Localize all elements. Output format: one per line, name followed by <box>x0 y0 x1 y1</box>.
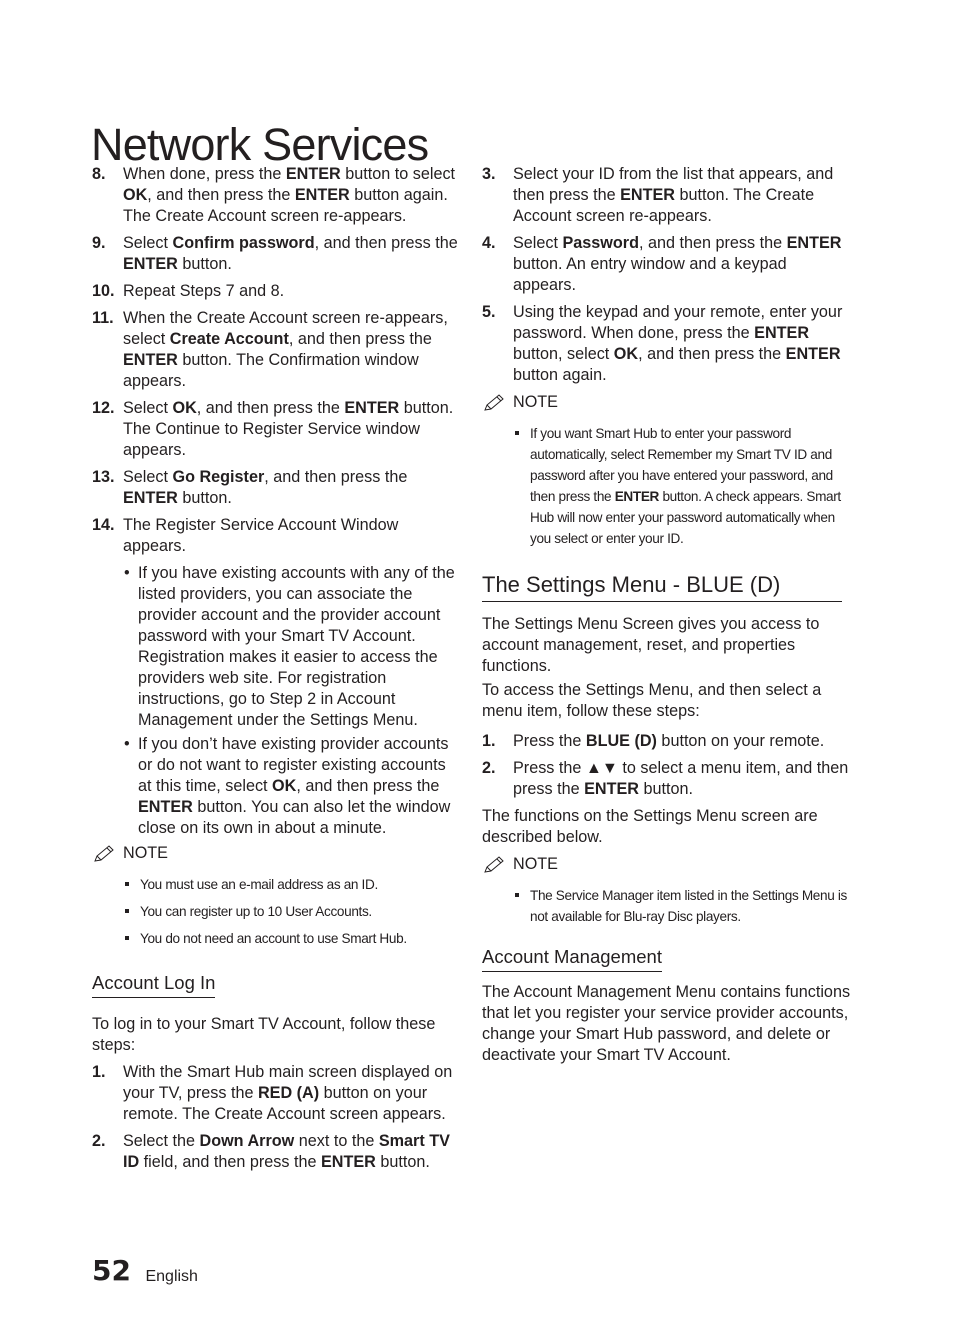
note-heading <box>92 843 462 864</box>
bullet-item <box>123 563 462 731</box>
note-text: You do not need an account to use Smart Hub. <box>140 931 407 946</box>
text-run: button. The Continue to Register Service window appears. <box>123 399 454 459</box>
text-run: button. A check appears. Smart Hub will now enter your password automatically when you select or enter your ID. <box>530 489 841 546</box>
note-item <box>92 928 462 949</box>
account-log-in-heading: Account Log In <box>92 971 215 998</box>
step-14-bullets <box>123 563 462 839</box>
text-run: button to select <box>340 165 456 183</box>
text-run: button. <box>638 780 693 798</box>
pencil-icon <box>92 844 116 864</box>
step-text <box>123 1131 462 1173</box>
step-item <box>92 1062 462 1125</box>
account-management-heading: Account Management <box>482 945 662 972</box>
keyword: ENTER <box>344 399 400 417</box>
step-item <box>92 515 462 557</box>
settings-intro-2: To access the Settings Menu, and then select a menu item, follow these steps: <box>482 681 822 720</box>
bullet-dot-icon: • <box>124 564 130 582</box>
step-item <box>92 1131 462 1173</box>
text-run: Press the <box>513 759 586 777</box>
bullet-text <box>138 564 455 729</box>
note-label: NOTE <box>123 844 168 862</box>
text-run: Select <box>513 234 563 252</box>
keyword: ENTER <box>614 489 660 504</box>
step-number: 13. <box>92 468 115 486</box>
text-run: Select your ID from the list that appears, and then press the <box>513 165 834 204</box>
square-bullet-icon <box>515 893 519 897</box>
note-list <box>482 885 852 927</box>
keyword: ENTER <box>123 489 178 507</box>
keyword: ENTER <box>123 255 178 273</box>
text-run: If you have existing accounts with any of the listed providers, you can associate the provider account and the provider account password with your Smart TV Account. Registration makes it easier to access the providers web site. For registration instructions, go to Step 2 in Account Management under the Settings Menu. <box>138 564 455 729</box>
step-text <box>123 281 462 302</box>
page-footer <box>92 1253 198 1293</box>
text-run: Select the <box>123 1132 200 1150</box>
note-text: You can register up to 10 User Accounts. <box>140 904 372 919</box>
text-run: next to the <box>294 1132 379 1150</box>
text-run: button. <box>375 1153 430 1171</box>
text-run: , and then press the <box>264 468 408 486</box>
keyword: ENTER <box>786 234 842 252</box>
left-column <box>92 164 462 1179</box>
step-text <box>513 731 852 752</box>
step-number: 4. <box>482 234 496 252</box>
note-heading <box>482 392 852 413</box>
step-item <box>482 758 852 800</box>
settings-steps <box>482 731 852 800</box>
step-item <box>92 467 462 509</box>
bullet-dot-icon: • <box>124 735 130 753</box>
settings-menu-heading: The Settings Menu - BLUE (D) <box>482 571 842 602</box>
text-run: , and then press the <box>314 234 458 252</box>
note-text <box>530 426 841 546</box>
keyword: ▲▼ <box>585 759 618 777</box>
text-run: Repeat Steps 7 and 8. <box>123 282 285 300</box>
account-management-text: The Account Management Menu contains functions that let you register your service provider accounts, change your Smart Hub password, and delete or deactivate your Smart TV Account. <box>482 983 851 1064</box>
step-number: 1. <box>92 1063 106 1081</box>
step-text <box>123 1062 462 1125</box>
step-text <box>513 233 852 296</box>
keyword: Down Arrow <box>199 1132 295 1150</box>
keyword: ENTER <box>785 345 841 363</box>
keyword: OK <box>272 777 297 795</box>
keyword: ENTER <box>138 798 193 816</box>
step-text <box>513 758 852 800</box>
step-text <box>123 515 462 557</box>
step-number: 10. <box>92 282 115 300</box>
keyword: ENTER <box>320 1153 376 1171</box>
text-run: Press the <box>513 732 586 750</box>
text-run: button on your remote. The Create Account screen appears. <box>123 1084 446 1123</box>
keyword: Create Account <box>169 330 289 348</box>
text-run: Select <box>123 399 173 417</box>
text-run: , and then press the <box>196 399 345 417</box>
keyword: ENTER <box>620 186 675 204</box>
bullet-text <box>138 735 450 837</box>
text-run: Using the keypad and your remote, enter your password. When done, press the <box>513 303 843 342</box>
text-run: If you don’t have existing provider accounts or do not want to register existing accounts at this time, select <box>138 735 449 795</box>
text-run: button on your remote. <box>656 732 825 750</box>
account-log-in-steps <box>92 1062 462 1173</box>
note-item <box>482 885 852 927</box>
note-list <box>92 874 462 949</box>
keyword: Smart TV ID <box>123 1132 450 1171</box>
text-run: button again. The Create Account screen re-appears. <box>123 186 448 225</box>
step-item <box>482 302 852 386</box>
step-item <box>92 398 462 461</box>
text-run: When the Create Account screen re-appears, select <box>123 309 448 348</box>
keyword: Go Register <box>172 468 265 486</box>
note-list <box>482 423 852 549</box>
text-run: button. <box>177 489 232 507</box>
page-language: English <box>145 1268 198 1285</box>
settings-outro: The functions on the Settings Menu screen are described below. <box>482 807 818 846</box>
settings-intro-1: The Settings Menu Screen gives you access to account management, reset, and properties functions. <box>482 615 820 675</box>
step-number: 8. <box>92 165 106 183</box>
step-item <box>482 233 852 296</box>
right-column <box>482 164 852 1069</box>
note-item <box>92 901 462 922</box>
keyword: BLUE (D) <box>585 732 657 750</box>
page-title: Network Services <box>91 119 429 171</box>
text-run: Select <box>123 468 173 486</box>
square-bullet-icon <box>125 882 129 886</box>
text-run: button. The Confirmation window appears. <box>123 351 419 390</box>
keyword: ENTER <box>584 780 639 798</box>
text-run: , and then press the <box>288 330 432 348</box>
step-number: 11. <box>92 309 114 327</box>
keyword: RED (A) <box>257 1084 320 1102</box>
step-item <box>92 308 462 392</box>
step-number: 9. <box>92 234 106 252</box>
text-run: button. You can also let the window close on its own in about a minute. <box>138 798 451 837</box>
text-run: button. The Create Account screen re-appears. <box>513 186 815 225</box>
step-item <box>92 164 462 227</box>
step-text <box>513 164 852 227</box>
pencil-icon <box>482 855 506 875</box>
note-item <box>482 423 852 549</box>
step-text <box>513 302 852 386</box>
keyword: OK <box>613 345 639 363</box>
bullet-item <box>123 734 462 839</box>
step-number: 2. <box>482 759 496 777</box>
step-text <box>123 164 462 227</box>
note-label: NOTE <box>513 855 558 873</box>
step-number: 3. <box>482 165 496 183</box>
text-run: to select a menu item, and then press the <box>513 759 849 798</box>
right-steps <box>482 164 852 386</box>
step-number: 1. <box>482 732 496 750</box>
step-number: 5. <box>482 303 496 321</box>
step-number: 2. <box>92 1132 106 1150</box>
text-run: If you want Smart Hub to enter your password automatically, select Remember my Smart TV ID and password after you have entered your password, and then press the <box>530 426 833 504</box>
square-bullet-icon <box>125 909 129 913</box>
keyword: ENTER <box>285 165 341 183</box>
square-bullet-icon <box>125 936 129 940</box>
text-run: When done, press the <box>123 165 286 183</box>
keyword: ENTER <box>754 324 810 342</box>
step-item <box>482 731 852 752</box>
text-run: , and then press the <box>638 234 787 252</box>
left-steps <box>92 164 462 557</box>
note-label: NOTE <box>513 393 558 411</box>
note-text: The Service Manager item listed in the Settings Menu is not available for Blu-ray Disc players. <box>530 888 847 924</box>
text-run: field, and then press the <box>139 1153 321 1171</box>
text-run: button. <box>177 255 232 273</box>
keyword: Confirm password <box>172 234 315 252</box>
note-heading <box>482 854 852 875</box>
step-item <box>92 281 462 302</box>
text-run: Select <box>123 234 173 252</box>
text-run: With the Smart Hub main screen displayed on your TV, press the <box>123 1063 453 1102</box>
text-run: , and then press the <box>296 777 440 795</box>
keyword: ENTER <box>123 351 178 369</box>
step-number: 14. <box>92 516 115 534</box>
keyword: Password <box>562 234 639 252</box>
step-item <box>92 233 462 275</box>
text-run: , and then press the <box>638 345 786 363</box>
note-item <box>92 874 462 895</box>
pencil-icon <box>482 393 506 413</box>
step-text <box>123 233 462 275</box>
step-text <box>123 398 462 461</box>
page-number: 52 <box>92 1254 131 1287</box>
square-bullet-icon <box>515 431 519 435</box>
step-text <box>123 467 462 509</box>
text-run: button. An entry window and a keypad appears. <box>513 255 787 294</box>
text-run: , and then press the <box>147 186 295 204</box>
text-run: The Register Service Account Window appears. <box>123 516 399 555</box>
keyword: ENTER <box>294 186 350 204</box>
account-log-in-intro: To log in to your Smart TV Account, follow these steps: <box>92 1015 436 1054</box>
text-run: button again. <box>513 366 607 384</box>
step-number: 12. <box>92 399 115 417</box>
step-item <box>482 164 852 227</box>
step-text <box>123 308 462 392</box>
note-text: You must use an e-mail address as an ID. <box>140 877 378 892</box>
text-run: button, select <box>513 345 614 363</box>
keyword: OK <box>123 186 148 204</box>
keyword: OK <box>172 399 197 417</box>
